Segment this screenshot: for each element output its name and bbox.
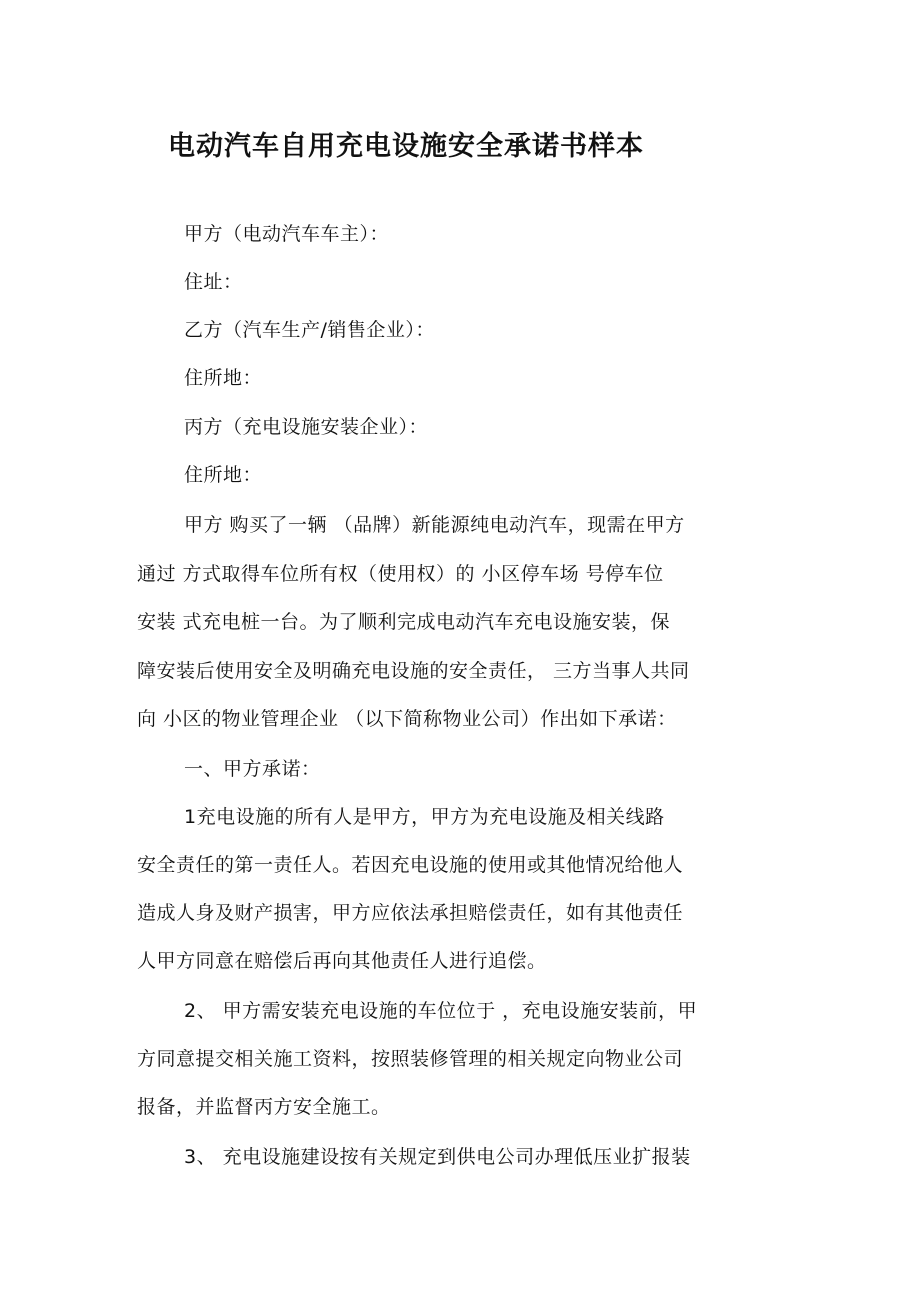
item-2-line: 2、 甲方需安装充电设施的车位位于 ，充电设施安装前，甲	[184, 1000, 698, 1022]
item-2-line: 方同意提交相关施工资料，按照装修管理的相关规定向物业公司	[137, 1048, 684, 1070]
item-1-line: 人甲方同意在赔偿后再向其他责任人进行追偿。	[137, 950, 547, 972]
party-b-address: 住所地：	[184, 367, 263, 389]
document-title: 电动汽车自用充电设施安全承诺书样本	[168, 131, 644, 162]
intro-line: 安装 式充电桩一台。为了顺利完成电动汽车充电设施安装，保	[137, 611, 671, 633]
intro-line: 通过 方式取得车位所有权（使用权）的 小区停车场 号停车位	[137, 563, 664, 585]
item-2-line: 报备，并监督丙方安全施工。	[137, 1096, 391, 1118]
party-a-label: 甲方（电动汽车车主）：	[184, 223, 390, 245]
item-3-line: 3、 充电设施建设按有关规定到供电公司办理低压业扩报装	[184, 1146, 691, 1168]
party-c-address: 住所地：	[184, 464, 263, 486]
section-heading: 一、甲方承诺：	[184, 758, 321, 780]
party-c-label: 丙方（充电设施安装企业）：	[184, 416, 429, 438]
intro-line: 障安装后使用安全及明确充电设施的安全责任， 三方当事人共同	[137, 660, 690, 682]
party-b-label: 乙方（汽车生产/销售企业）：	[184, 319, 435, 341]
intro-line: 向 小区的物业管理企业 （以下简称物业公司）作出如下承诺：	[137, 708, 677, 730]
item-1-line: 安全责任的第一责任人。若因充电设施的使用或其他情况给他人	[137, 854, 684, 876]
item-1-line: 1充电设施的所有人是甲方，甲方为充电设施及相关线路	[184, 806, 665, 828]
intro-line: 甲方 购买了一辆 （品牌）新能源纯电动汽车，现需在甲方	[184, 514, 685, 536]
item-1-line: 造成人身及财产损害，甲方应依法承担赔偿责任，如有其他责任	[137, 902, 684, 924]
party-a-address: 住址：	[184, 271, 243, 293]
